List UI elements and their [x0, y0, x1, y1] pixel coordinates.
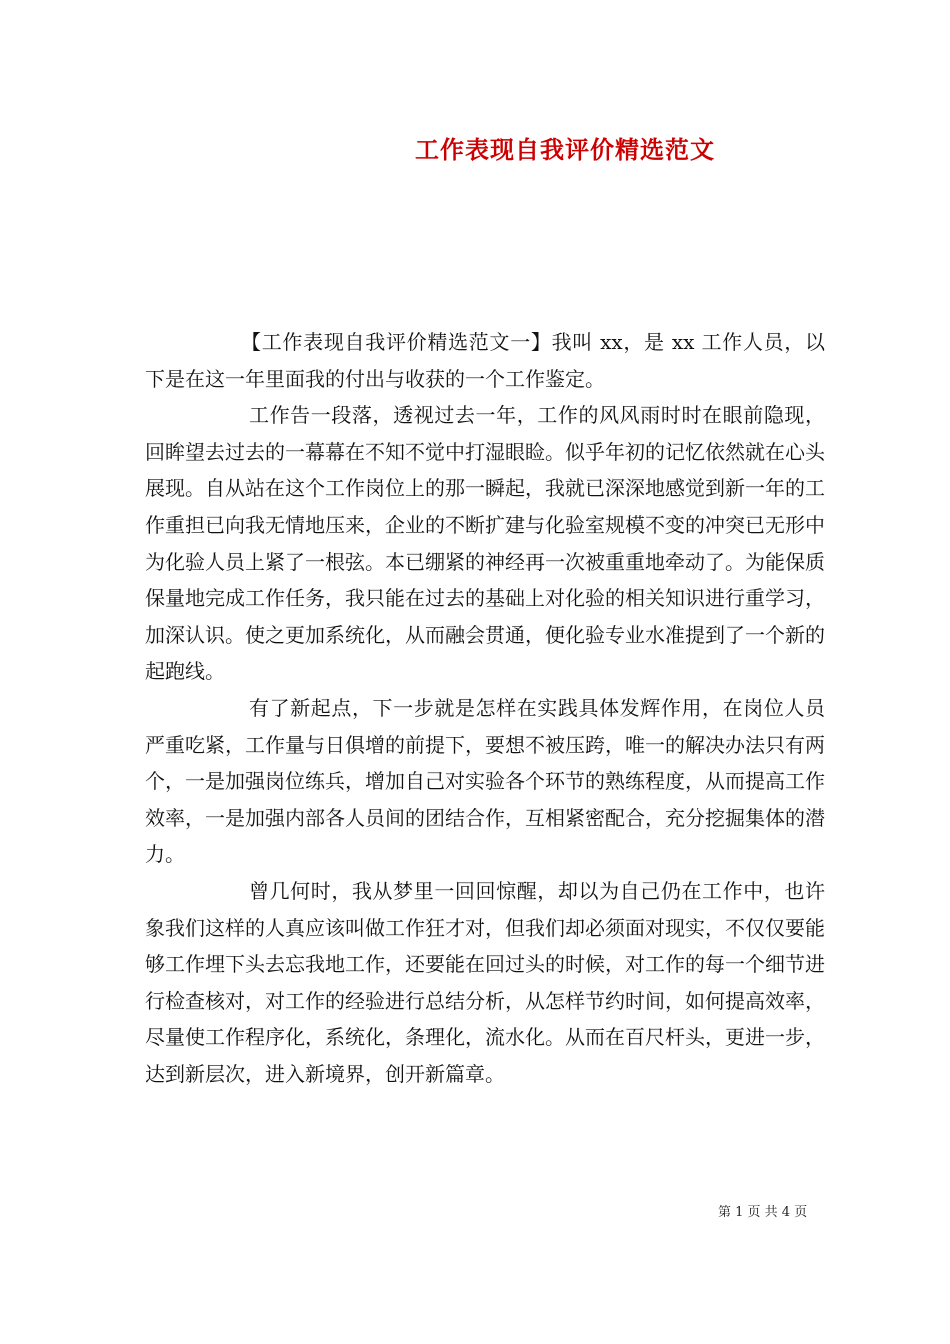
document-body	[145, 324, 825, 1092]
paragraph-3: 有了新起点，下一步就是怎样在实践具体发辉作用，在岗位人员严重吃紧，工作量与日俱增的前提下，要想不被压跨，唯一的解决办法只有两个，一是加强岗位练兵，增加自己对实验各个环节的熟练程度，从而提高工作效率，一是加强内部各人员间的团结合作，互相紧密配合，充分挖掘集体的潜力。	[145, 695, 825, 867]
page-number-footer: 第 1 页 共 4 页	[718, 1205, 808, 1220]
paragraph-2: 工作告一段落，透视过去一年，工作的风风雨时时在眼前隐现，回眸望去过去的一幕幕在不知不觉中打湿眼睑。似乎年初的记忆依然就在心头展现。自从站在这个工作岗位上的那一瞬起，我就已深深地感觉到新一年的工作重担已向我无情地压来，企业的不断扩建与化验室规模不变的冲突已无形中为化验人员上紧了一根弦。本已绷紧的神经再一次被重重地牵动了。为能保质保量地完成工作任务，我只能在过去的基础上对化验的相关知识进行重学习，加深认识。使之更加系统化，从而融会贯通，便化验专业水准提到了一个新的起跑线。	[145, 403, 825, 684]
paragraph-4: 曾几何时，我从梦里一回回惊醒，却以为自己仍在工作中，也许象我们这样的人真应该叫做工作狂才对，但我们却必须面对现实，不仅仅要能够工作埋下头去忘我地工作，还要能在回过头的时候，对工作的每一个细节进行检查核对，对工作的经验进行总结分析，从怎样节约时间，如何提高效率，尽量使工作程序化，系统化，条理化，流水化。从而在百尺杆头，更进一步，达到新层次，进入新境界，创开新篇章。	[145, 878, 825, 1086]
document-title: 工作表现自我评价精选范文	[415, 135, 715, 164]
paragraph-intro: 【工作表现自我评价精选范文一】我叫 xx，是 xx 工作人员，以下是在这一年里面我的付出与收获的一个工作鉴定。	[145, 330, 825, 391]
